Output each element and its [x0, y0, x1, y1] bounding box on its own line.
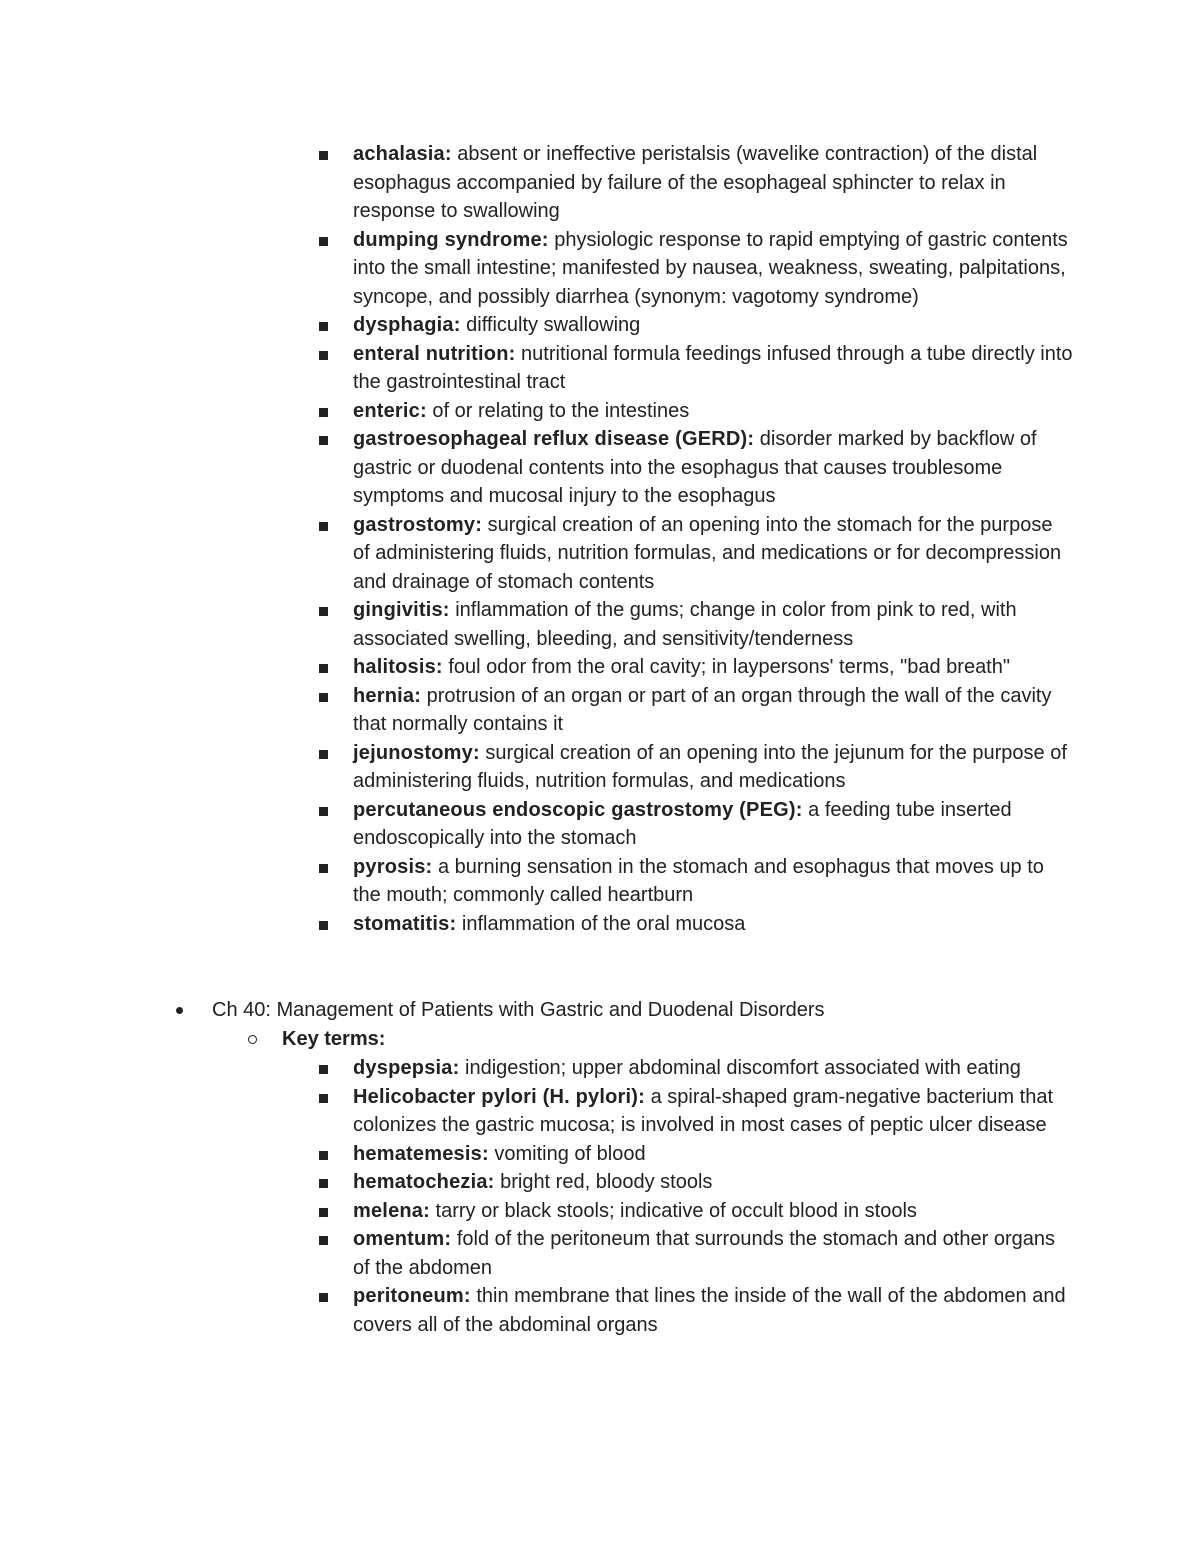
term-definition: indigestion; upper abdominal discomfort associated with eating	[459, 1057, 1021, 1079]
chapter-title: Ch 40: Management of Patients with Gastric and Duodenal Disorders	[212, 999, 825, 1021]
list-item	[353, 311, 1073, 340]
term-name: halitosis:	[353, 656, 443, 678]
term-name: pyrosis:	[353, 855, 433, 878]
term-definition: a burning sensation in the stomach and esophagus that moves up to the mouth; commonly called heartburn	[353, 855, 1044, 906]
square-bullet-icon	[319, 408, 328, 417]
list-item	[353, 226, 1073, 312]
term-name: omentum:	[353, 1228, 452, 1250]
term-name: percutaneous endoscopic gastrostomy (PEG):	[353, 798, 803, 821]
square-bullet-icon	[319, 921, 328, 930]
term-name: jejunostomy:	[353, 741, 480, 764]
square-bullet-icon	[319, 322, 328, 331]
square-bullet-icon	[319, 807, 328, 816]
term-name: achalasia:	[353, 143, 452, 165]
term-name: Helicobacter pylori (H. pylori):	[353, 1085, 646, 1108]
term-name: gastrostomy:	[353, 513, 483, 536]
term-definition: absent or ineffective peristalsis (wavelike contraction) of the distal esophagus accompanied by failure of the esophageal sphincter to relax in response to swallowing	[353, 143, 1038, 222]
list-item	[353, 1140, 1073, 1169]
term-definition: difficulty swallowing	[460, 314, 641, 336]
list-item	[353, 140, 1073, 226]
term-definition: tarry or black stools; indicative of occult blood in stools	[430, 1199, 917, 1222]
term-name: dyspepsia:	[353, 1057, 460, 1079]
term-definition: protrusion of an organ or part of an organ through the wall of the cavity that normally contains it	[353, 684, 1052, 735]
term-name: hematochezia:	[353, 1171, 495, 1193]
square-bullet-icon	[319, 864, 328, 873]
chapter-heading	[212, 996, 1112, 1025]
list-item	[353, 596, 1073, 653]
list-item	[353, 340, 1073, 397]
term-name: hematemesis:	[353, 1142, 489, 1165]
list-item	[353, 853, 1073, 910]
list-item	[353, 1225, 1073, 1282]
term-definition: surgical creation of an opening into the stomach for the purpose of administering fluids, nutrition formulas, and medications or for decompression and drainage of stomach contents	[353, 513, 1062, 593]
square-bullet-icon	[319, 1094, 328, 1103]
list-item	[353, 1197, 1073, 1226]
list-item	[353, 1083, 1073, 1140]
term-definition: physiologic response to rapid emptying of gastric contents into the small intestine; manifested by nausea, weakness, sweating, palpitations, syncope, and possibly diarrhea (synonym: vagotomy syndrome)	[353, 228, 1068, 308]
term-list-top	[353, 140, 1073, 938]
square-bullet-icon	[319, 1065, 328, 1074]
square-bullet-icon	[319, 237, 328, 246]
term-name: stomatitis:	[353, 912, 457, 935]
list-item	[353, 511, 1073, 597]
square-bullet-icon	[319, 1208, 328, 1217]
square-bullet-icon	[319, 151, 328, 160]
key-terms-label: Key terms:	[282, 1028, 386, 1050]
square-bullet-icon	[319, 522, 328, 531]
term-list-bottom	[353, 1054, 1073, 1339]
term-definition: thin membrane that lines the inside of the wall of the abdomen and covers all of the abdominal organs	[353, 1285, 1066, 1336]
list-item	[353, 910, 1073, 939]
list-item	[353, 653, 1073, 682]
hollow-circle-bullet-icon	[248, 1035, 257, 1044]
square-bullet-icon	[319, 1179, 328, 1188]
term-name: dysphagia:	[353, 314, 461, 336]
square-bullet-icon	[319, 664, 328, 673]
list-item	[353, 397, 1073, 426]
term-definition: vomiting of blood	[488, 1142, 646, 1165]
square-bullet-icon	[319, 1293, 328, 1302]
term-name: melena:	[353, 1199, 430, 1222]
term-name: gastroesophageal reflux disease (GERD):	[353, 428, 755, 450]
term-definition: a feeding tube inserted endoscopically into the stomach	[353, 798, 1012, 849]
term-definition: foul odor from the oral cavity; in laypersons' terms, "bad breath"	[442, 656, 1010, 678]
list-item	[353, 1282, 1073, 1339]
list-item	[353, 1054, 1073, 1083]
square-bullet-icon	[319, 607, 328, 616]
square-bullet-icon	[319, 436, 328, 445]
filled-circle-bullet-icon	[176, 1007, 183, 1014]
term-definition: surgical creation of an opening into the jejunum for the purpose of administering fluids, nutrition formulas, and medications	[353, 741, 1067, 792]
term-name: hernia:	[353, 684, 422, 707]
term-definition: bright red, bloody stools	[494, 1171, 713, 1193]
list-item	[353, 425, 1073, 511]
term-definition: disorder marked by backflow of gastric or duodenal contents into the esophagus that causes troublesome symptoms and mucosal injury to the esophagus	[353, 428, 1037, 507]
term-definition: inflammation of the gums; change in color from pink to red, with associated swelling, bleeding, and sensitivity/tenderness	[353, 599, 1017, 650]
list-item	[353, 796, 1073, 853]
square-bullet-icon	[319, 1236, 328, 1245]
square-bullet-icon	[319, 750, 328, 759]
square-bullet-icon	[319, 1151, 328, 1160]
square-bullet-icon	[319, 693, 328, 702]
term-definition: a spiral-shaped gram-negative bacterium that colonizes the gastric mucosa; is involved in most cases of peptic ulcer disease	[353, 1085, 1054, 1136]
term-definition: nutritional formula feedings infused through a tube directly into the gastrointestinal tract	[353, 342, 1073, 393]
term-name: dumping syndrome:	[353, 228, 549, 251]
list-item	[353, 1168, 1073, 1197]
list-item	[353, 682, 1073, 739]
list-item	[353, 739, 1073, 796]
term-name: enteric:	[353, 399, 427, 422]
term-name: gingivitis:	[353, 599, 450, 621]
term-name: enteral nutrition:	[353, 342, 516, 365]
key-terms-heading	[282, 1025, 385, 1054]
term-definition: fold of the peritoneum that surrounds the stomach and other organs of the abdomen	[353, 1228, 1055, 1279]
square-bullet-icon	[319, 351, 328, 360]
term-name: peritoneum:	[353, 1285, 471, 1307]
term-definition: of or relating to the intestines	[426, 399, 690, 422]
term-definition: inflammation of the oral mucosa	[456, 912, 746, 935]
